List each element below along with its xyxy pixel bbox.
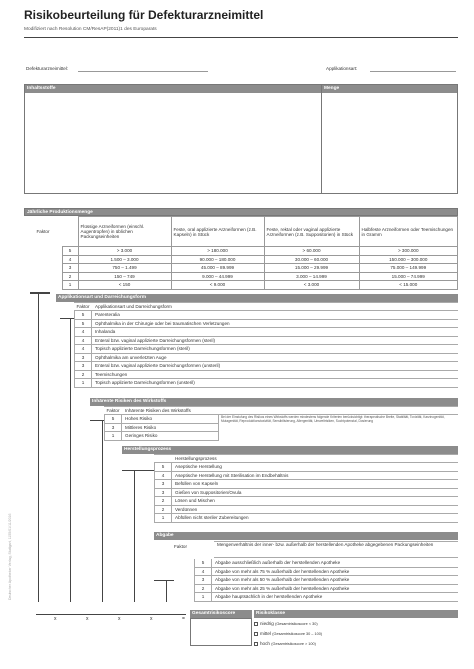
production-factor-label: Faktor	[36, 229, 50, 234]
risk-class-label: Risikoklasse	[254, 610, 458, 618]
application-row[interactable]	[74, 379, 458, 388]
supply-text: Abgabe ausschließlich außerhalb der herstellenden Apotheke	[215, 560, 341, 565]
inherent-row[interactable]	[104, 432, 218, 441]
multiply-2: x	[86, 616, 89, 622]
risk-low-option[interactable]: niedrig (Gesamtrisikoscore < 30)	[254, 619, 322, 629]
risk-high-option[interactable]: hoch (Gesamtrisikoscore > 100)	[254, 639, 322, 649]
multiply-3: x	[118, 616, 121, 622]
inherent-head-row: Faktor Inhärente Risiken des Wirkstoffs	[104, 406, 458, 415]
application-label: Applikationsart:	[326, 66, 358, 71]
supply-row[interactable]	[194, 593, 458, 602]
supply-row[interactable]	[194, 568, 458, 577]
supply-factor-label: Faktor	[174, 544, 188, 549]
supply-factor: 3	[194, 576, 212, 584]
supply-factor: 4	[194, 568, 212, 576]
supply-text: Abgabe von mehr als 75 % außerhalb der herstellenden Apotheke	[215, 568, 350, 574]
process-row[interactable]	[154, 506, 458, 515]
application-factor: 4	[74, 345, 92, 353]
supply-text: Abgabe von mehr als 25 % außerhalb der herstellenden Apotheke	[215, 585, 350, 591]
process-row[interactable]	[154, 489, 458, 498]
supply-row[interactable]	[194, 585, 458, 594]
process-text: Befüllen von Kapseln	[175, 481, 219, 486]
inherent-connector	[102, 420, 103, 602]
process-factor: 5	[154, 463, 172, 471]
production-col-1: Flüssige Arzneiformen (einschl. Augentropfen) in üblichen Packungseinheiten	[78, 217, 171, 247]
application-factor: 1	[74, 379, 92, 387]
inherent-header: Inhärente Risiken des Wirkstoffs	[90, 398, 458, 406]
process-text: Gießen von Suppositorien/Ovula	[175, 489, 242, 495]
process-row[interactable]	[154, 497, 458, 506]
amount-column[interactable]	[322, 85, 457, 193]
application-text: Ophthalmika in der Chirurgie oder bei traumatischen Verletzungen	[95, 320, 230, 326]
process-header: Herstellungsprozess	[122, 446, 458, 454]
table-row: 2 150 – 749 9.000 – 44.999 3.000 – 14.999 15.000 – 74.999	[24, 272, 458, 281]
supply-factor: 2	[194, 585, 212, 593]
production-col-2: Feste, oral applizierte Arzneiformen (z.B. Kapseln) in Stück	[171, 217, 264, 247]
production-section	[24, 208, 458, 292]
ingredients-header: Inhaltsstoffe	[25, 85, 321, 93]
process-text: Aseptische Herstellung	[175, 464, 222, 469]
application-factor: 5	[74, 311, 92, 319]
total-score-label: Gesamtrisikoscore	[190, 610, 252, 618]
checkbox-icon[interactable]	[254, 632, 258, 636]
supply-row[interactable]	[194, 559, 458, 568]
process-factor: 4	[154, 472, 172, 480]
page-title: Risikobeurteilung für Defekturarzneimittel	[24, 8, 264, 22]
inherent-row[interactable]	[104, 415, 218, 424]
process-factor: 2	[154, 506, 172, 514]
production-head-row	[24, 217, 458, 247]
application-text: Ophthalmika am unverletzten Auge	[95, 354, 167, 360]
process-text: Lösen und Mischen	[175, 498, 215, 503]
application-row[interactable]	[74, 320, 458, 329]
application-row[interactable]	[74, 328, 458, 337]
process-factor: 3	[154, 489, 172, 497]
application-factor: 4	[74, 328, 92, 336]
drug-field[interactable]	[78, 71, 208, 72]
ingredients-column[interactable]	[25, 85, 322, 193]
application-text: Parenteralia	[95, 312, 120, 317]
inherent-text: Hohes Risiko	[125, 416, 153, 421]
application-text: Teemischungen	[95, 371, 128, 377]
application-text: Topisch applizierte Darreichungsformen (unsteril)	[95, 380, 195, 385]
inherent-factor: 1	[104, 432, 122, 440]
production-col-4: Halbfeste Arzneiformen oder Teemischungen in Gramm	[359, 217, 458, 247]
page-subtitle: Modifiziert nach Resolution CM/ResAP(2011)1 des Europarats	[24, 27, 157, 32]
equals-sign: =	[182, 616, 185, 622]
application-connector	[70, 318, 71, 602]
supply-factor: 5	[194, 559, 212, 567]
total-score-field[interactable]	[190, 618, 252, 646]
process-row[interactable]	[154, 472, 458, 481]
application-text: Enteral bzw. vaginal applizierte Darreichungsformen (steril)	[95, 337, 216, 343]
application-factor: 5	[74, 320, 92, 328]
table-row: 1 < 150 < 9.000 < 3.000 < 15.000	[24, 281, 458, 290]
process-factor: 3	[154, 480, 172, 488]
process-factor: 1	[154, 514, 172, 522]
application-row[interactable]	[74, 354, 458, 363]
drug-label: Defekturarzneimittel:	[26, 66, 69, 71]
application-factor: 3	[74, 354, 92, 362]
application-row[interactable]	[74, 337, 458, 346]
supply-header: Abgabe	[154, 532, 458, 540]
supply-text: Abgabe hauptsächlich in der herstellenden Apotheke	[215, 594, 323, 599]
application-header: Applikationsart und Darreichungsform	[56, 294, 458, 302]
inherent-text: Geringes Risiko	[125, 433, 158, 438]
title-rule	[24, 37, 458, 38]
process-text: Abfüllen nicht steriler Zubereitungen	[175, 515, 249, 520]
risk-medium-option[interactable]: mittel (Gesamtrisikoscore 30 – 100)	[254, 629, 322, 639]
application-factor: 3	[74, 362, 92, 370]
inherent-factor: 5	[104, 415, 122, 423]
process-text: Verdünnen	[175, 506, 198, 512]
table-row: 5 > 3.000 > 180.000 > 60.000 > 300.000	[24, 247, 458, 256]
production-header: Jährliche Produktionsmenge	[24, 208, 458, 216]
process-head-row: Herstellungsprozess	[154, 454, 458, 463]
inherent-row[interactable]	[104, 424, 218, 433]
production-col-3: Feste, rektal oder vaginal applizierte Arzneiformen (z.B. Suppositorien) in Stück	[264, 217, 359, 247]
application-row[interactable]	[74, 345, 458, 354]
side-note: Deutscher Apotheker Verlag, Stuttgart, 1155/01/11/2016	[8, 513, 12, 600]
application-row[interactable]	[74, 362, 458, 371]
application-field[interactable]	[370, 71, 456, 72]
process-row[interactable]	[154, 463, 458, 472]
multiply-4: x	[150, 616, 153, 622]
supply-connector	[166, 580, 167, 602]
process-factor: 2	[154, 497, 172, 505]
supply-row[interactable]	[194, 576, 458, 585]
supply-factor: 1	[194, 593, 212, 601]
process-text: Aseptische Herstellung mit Sterilisation im Endbehältnis	[175, 472, 289, 478]
application-text: Inhalanda	[95, 329, 116, 334]
inherent-factor: 3	[104, 424, 122, 432]
table-row: 4 1.500 – 3.000 90.000 – 180.000 30.000 – 60.000 150.000 – 300.000	[24, 255, 458, 264]
risk-class-options	[254, 619, 322, 649]
checkbox-icon[interactable]	[254, 622, 258, 626]
supply-text: Abgabe von mehr als 50 % außerhalb der herstellenden Apotheke	[215, 577, 350, 582]
application-factor: 4	[74, 337, 92, 345]
checkbox-icon[interactable]	[254, 642, 258, 646]
process-row[interactable]	[154, 514, 458, 523]
application-text: Enteral bzw. vaginal applizierte Darreichungsformen (unsteril)	[95, 363, 221, 368]
application-head-row: Faktor Applikationsart und Darreichungsform	[74, 302, 458, 311]
production-connector	[38, 292, 39, 602]
amount-header: Menge	[322, 85, 457, 93]
process-row[interactable]	[154, 480, 458, 489]
production-table	[24, 216, 458, 290]
application-row[interactable]	[74, 371, 458, 380]
ingredients-box	[24, 84, 458, 194]
table-row: 3 750 – 1.499 45.000 – 89.999 15.000 – 29.999 75.000 – 149.999	[24, 264, 458, 273]
multiply-1: x	[54, 616, 57, 622]
application-row[interactable]	[74, 311, 458, 320]
supply-col-label: Mengenverhältnis der inner- bzw. außerhalb der herstellenden Apotheke abgegebenen Packungseinheiten	[214, 541, 458, 558]
application-factor: 2	[74, 371, 92, 379]
process-connector	[134, 470, 135, 602]
inherent-note: Bei der Einstufung des Risikos eines Wirkstoffs werden mindestens folgende Kriterien berücksichtigt: therapeutische Breite, Stabilität, Toxizität, Karzinogenität, Mutagenität, Reproduktionstoxizität, Sensibilisierung, Allergenität, Umweltrisiken, Suchtpotenzial, Dosierung	[218, 415, 458, 441]
application-text: Topisch applizierte Darreichungsformen (steril)	[95, 346, 190, 351]
inherent-text: Mittleres Risiko	[125, 424, 157, 430]
